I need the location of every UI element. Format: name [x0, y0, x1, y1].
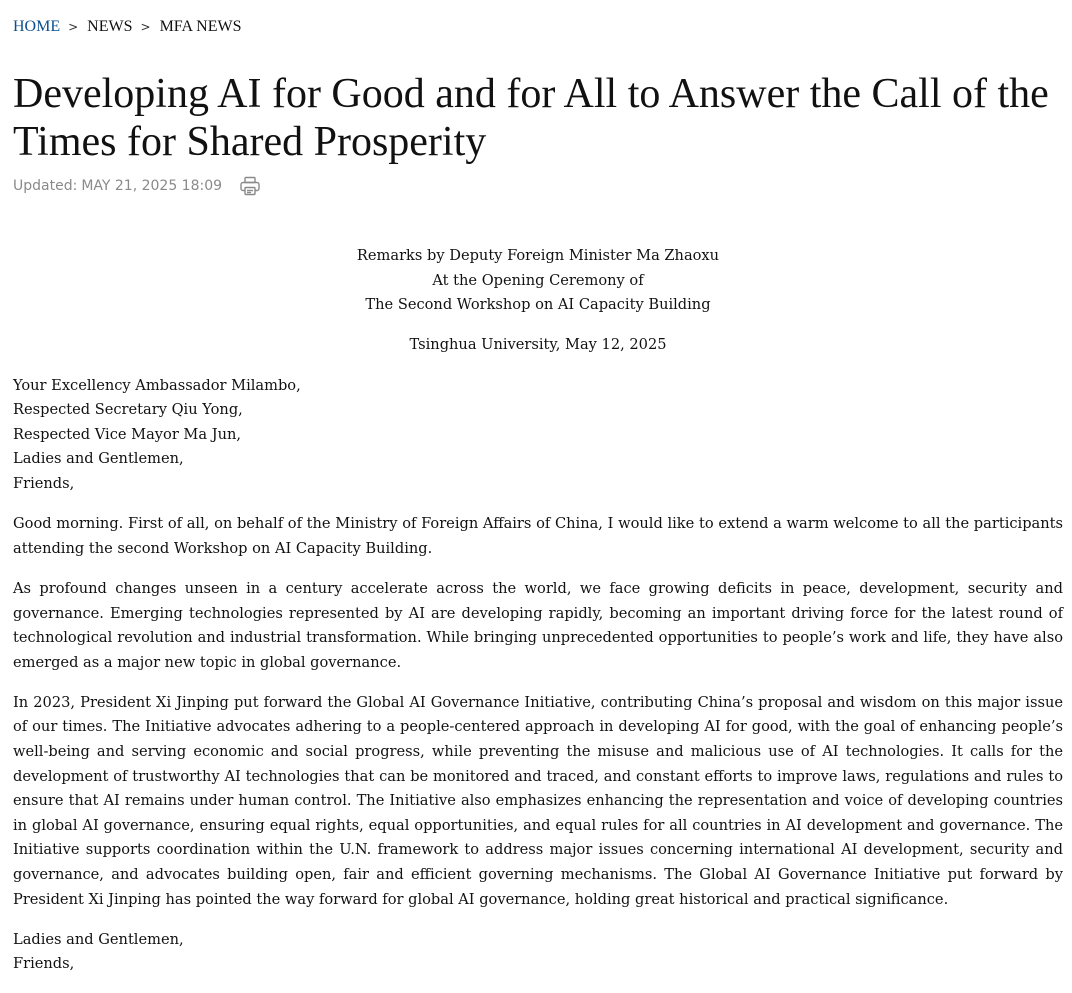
- salutation-line: Respected Vice Mayor Ma Jun,: [13, 425, 242, 443]
- printer-icon[interactable]: [239, 176, 261, 196]
- speech-heading-line: Remarks by Deputy Foreign Minister Ma Zhaoxu: [356, 247, 720, 264]
- salutation-line: Ladies and Gentlemen,: [13, 450, 184, 468]
- salutation-line: Your Excellency Ambassador Milambo,: [13, 376, 301, 394]
- breadcrumb: [13, 17, 242, 37]
- salutation-line: Friends,: [13, 955, 75, 973]
- breadcrumb-separator: >: [140, 20, 151, 34]
- breadcrumb-separator: >: [68, 20, 79, 34]
- speech-heading-line: The Second Workshop on AI Capacity Building: [365, 296, 711, 314]
- article-body: [13, 244, 1063, 993]
- speech-heading: [13, 244, 1063, 318]
- breadcrumb-mfa-news-link[interactable]: MFA NEWS: [159, 18, 242, 35]
- breadcrumb-home-link[interactable]: HOME: [13, 18, 61, 35]
- speech-heading-line: At the Opening Ceremony of: [432, 271, 644, 289]
- page-title: Developing AI for Good and for All to Answer the Call of the Times for Shared Prosperity: [13, 71, 1049, 165]
- closing-salutation: [13, 928, 1063, 977]
- breadcrumb-news-link[interactable]: NEWS: [87, 18, 133, 35]
- article-meta: [13, 176, 261, 196]
- salutation-line: Ladies and Gentlemen,: [13, 930, 184, 948]
- speech-place-date: Tsinghua University, May 12, 2025: [409, 336, 667, 354]
- body-paragraph: Good morning. First of all, on behalf of the Ministry of Foreign Affairs of China, I would like to extend a warm welcome to all the participants attending the second Workshop on AI Capacity Building.: [13, 515, 1063, 557]
- updated-label: Updated:: [13, 178, 78, 194]
- salutation-line: Friends,: [13, 474, 75, 492]
- salutation: [13, 374, 1063, 497]
- updated-timestamp: MAY 21, 2025 18:09: [81, 178, 223, 194]
- body-paragraph: In 2023, President Xi Jinping put forward the Global AI Governance Initiative, contributing China’s proposal and wisdom on this major issue of our times. The Initiative advocates adhering to a people-centered approach in developing AI for good, with the goal of enhancing people’s well-being and serving economic and social progress, while preventing the misuse and malicious use of AI technologies. It calls for the development of trustworthy AI technologies that can be monitored and traced, and constant efforts to improve laws, regulations and rules to ensure that AI remains under human control. The Initiative also emphasizes enhancing the representation and voice of developing countries in global AI governance, ensuring equal rights, equal opportunities, and equal rules for all countries in AI development and governance. The Initiative supports coordination within the U.N. framework to address major issues concerning international AI development, security and governance, and advocates building open, fair and efficient governing mechanisms. The Global AI Governance Initiative put forward by President Xi Jinping has pointed the way forward for global AI governance, holding great historical and practical significance.: [13, 693, 1063, 908]
- salutation-line: Respected Secretary Qiu Yong,: [13, 401, 243, 419]
- body-paragraph: As profound changes unseen in a century accelerate across the world, we face growing deficits in peace, development, security and governance. Emerging technologies represented by AI are developing rapidly, becoming an important driving force for the latest round of technological revolution and industrial transformation. While bringing unprecedented opportunities to people’s work and life, they have also emerged as a major new topic in global governance.: [13, 579, 1063, 671]
